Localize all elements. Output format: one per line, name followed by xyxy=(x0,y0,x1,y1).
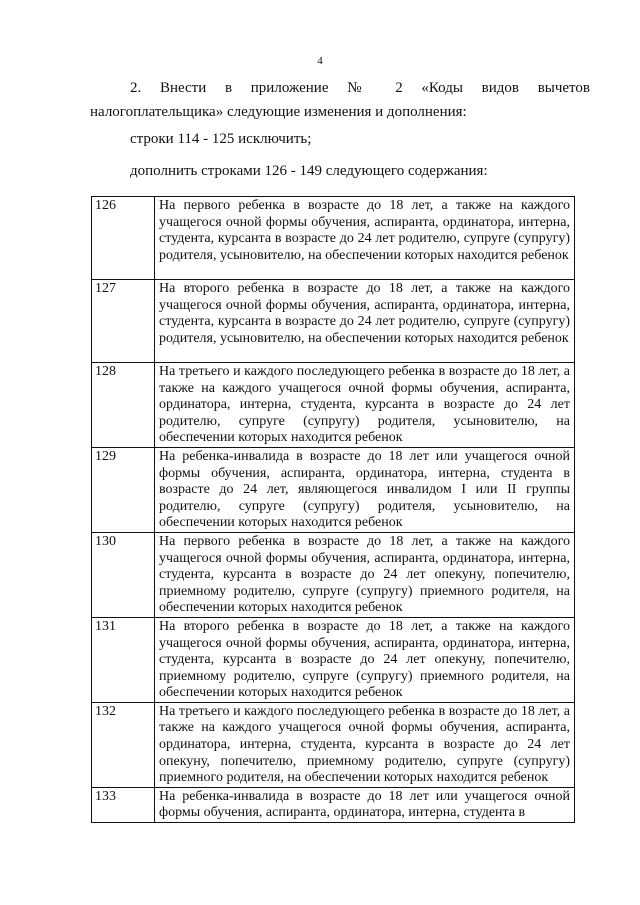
deduction-codes-table xyxy=(91,196,575,823)
description-text: На третьего и каждого последующего ребенка в возрасте до 18 лет, а также на каждого учащегося очной формы обучения, аспиранта, ординатора, интерна, студента, курсанта в возрасте до 24 лет опекуну, попечителю, приемному родителю, супруге (супругу) приемного родителя, на обеспечении которых находится ребенок xyxy=(159,703,570,786)
description-text: На первого ребенка в возрасте до 18 лет, а также на каждого учащегося очной формы обучения, аспиранта, ординатора, интерна, студента, курсанта в возрасте до 24 лет опекуну, попечителю, приемному родителю, супруге (супругу) приемного родителя, на обеспечении которых находится ребенок xyxy=(159,533,570,616)
code-cell: 126 xyxy=(92,197,155,280)
table-row xyxy=(92,197,575,280)
description-text: На ребенка-инвалида в возрасте до 18 лет или учащегося очной формы обучения, аспиранта, ординатора, интерна, студента в xyxy=(159,788,570,821)
code-cell: 129 xyxy=(92,447,155,532)
append-rows-paragraph: дополнить строками 126 - 149 следующего содержания: xyxy=(130,163,488,179)
description-cell xyxy=(155,197,575,280)
amendment-paragraph: 2. Внести в приложение № 2 «Коды видов вычетов налогоплательщика» следующие изменения и дополнения: xyxy=(90,80,590,120)
description-text: На первого ребенка в возрасте до 18 лет, а также на каждого учащегося очной формы обучения, аспиранта, ординатора, интерна, студента, курсанта в возрасте до 24 лет родителю, супруге (супругу) родителя, усыновителю, на обеспечении которых находится ребенок xyxy=(159,198,570,263)
description-cell xyxy=(155,532,575,617)
code-cell: 128 xyxy=(92,363,155,448)
code-cell: 127 xyxy=(92,280,155,363)
table-row xyxy=(92,447,575,532)
description-cell xyxy=(155,280,575,363)
code-cell: 132 xyxy=(92,702,155,787)
description-text: На ребенка-инвалида в возрасте до 18 лет или учащегося очной формы обучения, аспиранта, ординатора, интерна, студента в возрасте до 24 лет, являющегося инвалидом I или II группы родителю, супруге (супругу) родителя, усыновителю, на обеспечении которых находится ребенок xyxy=(159,448,570,531)
table-row xyxy=(92,702,575,787)
table-row xyxy=(92,363,575,448)
page-number: 4 xyxy=(317,55,323,67)
description-cell xyxy=(155,787,575,822)
description-cell xyxy=(155,702,575,787)
description-text: На второго ребенка в возрасте до 18 лет, а также на каждого учащегося очной формы обучения, аспиранта, ординатора, интерна, студента, курсанта в возрасте до 24 лет родителю, супруге (супругу) родителя, усыновителю, на обеспечении которых находится ребенок xyxy=(159,281,570,346)
table-row xyxy=(92,280,575,363)
exclude-rows-paragraph: строки 114 - 125 исключить; xyxy=(130,131,312,147)
code-cell: 131 xyxy=(92,617,155,702)
table-row xyxy=(92,787,575,822)
description-cell xyxy=(155,447,575,532)
code-cell: 130 xyxy=(92,532,155,617)
description-text: На второго ребенка в возрасте до 18 лет, а также на каждого учащегося очной формы обучения, аспиранта, ординатора, интерна, студента, курсанта в возрасте до 24 лет опекуну, попечителю, приемному родителю, супруге (супругу) приемного родителя, на обеспечении которых находится ребенок xyxy=(159,618,570,701)
description-text: На третьего и каждого последующего ребенка в возрасте до 18 лет, а также на каждого учащегося очной формы обучения, аспиранта, ординатора, интерна, студента, курсанта в возрасте до 24 лет родителю, супруге (супругу) родителя, усыновителю, на обеспечении которых находится ребенок xyxy=(159,364,570,446)
description-cell xyxy=(155,617,575,702)
table-row xyxy=(92,532,575,617)
table-row xyxy=(92,617,575,702)
code-cell: 133 xyxy=(92,787,155,822)
description-cell xyxy=(155,363,575,448)
